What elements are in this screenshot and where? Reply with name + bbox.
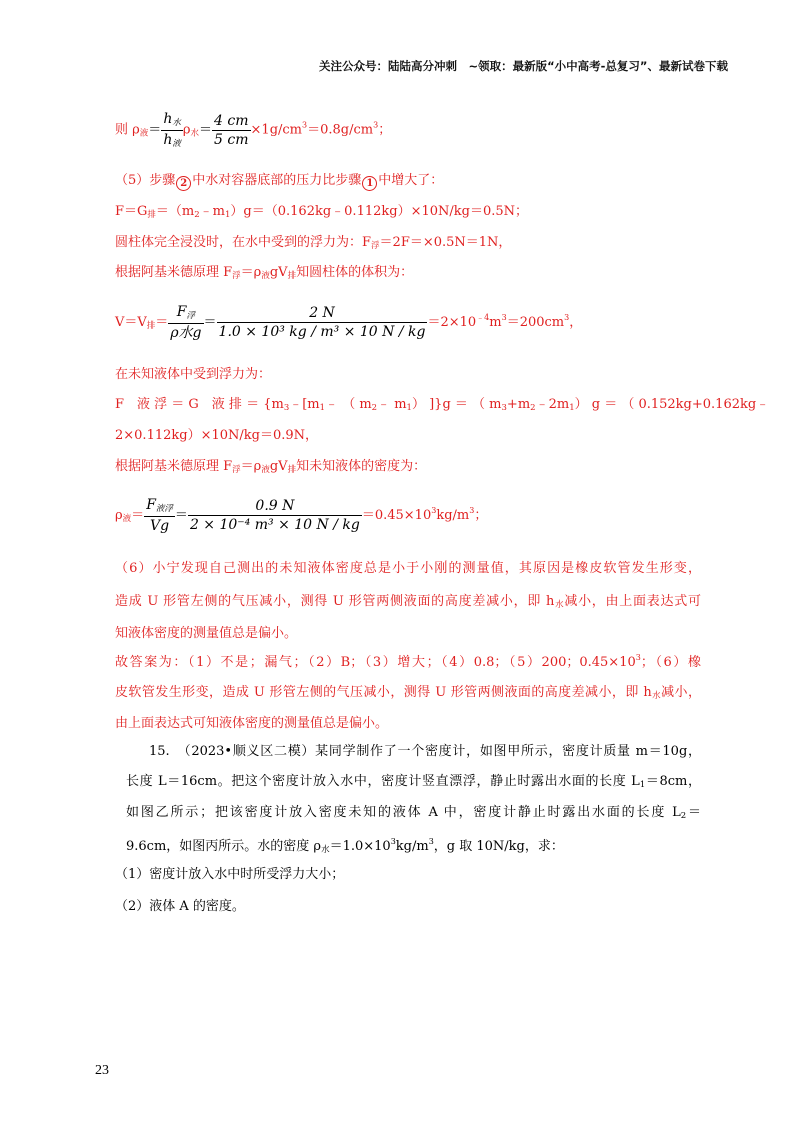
text-fragment: ＝2×10: [427, 314, 477, 330]
fraction-cm: [212, 114, 250, 147]
text-fragment: 1: [406, 403, 412, 413]
text-fragment: 水: [172, 118, 181, 128]
text-fragment: 1: [639, 780, 646, 790]
text-fragment: [144, 498, 175, 517]
text-fragment: ＝200cm: [506, 314, 565, 330]
text-fragment: ρ: [115, 507, 123, 523]
text-fragment: V＝V: [115, 314, 147, 330]
text-fragment: F＝G: [115, 204, 148, 219]
volume-equation: [115, 305, 582, 340]
text-fragment: 液: [261, 465, 270, 475]
fraction-volume-values: [217, 306, 428, 339]
text-fragment: gV: [269, 265, 288, 280]
text-fragment: ＝0.8g/cm: [307, 122, 374, 138]
text-fragment: ﹣4: [476, 312, 490, 322]
text-fragment: 2: [530, 403, 536, 413]
step6-line-1: （6）小宁发现自己测出的未知液体密度总是小于小刚的测量值，其原因是橡皮软管发生形变，: [115, 561, 701, 576]
eq-subscript: 液: [139, 128, 149, 139]
text-fragment: ；: [474, 507, 488, 523]
text-fragment: ﹣[m: [289, 397, 320, 412]
text-fragment: 知圆柱体的体积为：: [296, 265, 414, 280]
archimedes-volume-line: [115, 266, 413, 281]
text-fragment: ＝: [131, 507, 145, 523]
circled-number-2: 2: [176, 176, 191, 191]
page-number: 23: [95, 1063, 109, 1078]
fraction-buoyancy: [168, 305, 203, 340]
text-fragment: 3: [283, 403, 290, 413]
text-fragment: ＝2F＝×0.5N＝1N，: [379, 235, 512, 250]
text-fragment: ＝: [155, 314, 169, 330]
fraction-density-values: [188, 499, 362, 532]
question-15-sub-2: （2）液体 A 的密度。: [115, 899, 245, 914]
text-fragment: 3: [431, 505, 437, 515]
text-fragment: ×1g/cm: [250, 122, 303, 138]
text-fragment: （5）步骤: [115, 173, 176, 188]
text-fragment: 知未知液体的密度为：: [296, 459, 427, 474]
text-fragment: 2 × 10⁻⁴ m³ × 10 N / kg: [189, 516, 360, 533]
text-fragment: [168, 305, 203, 324]
page-header: 关注公众号：陆陆高分冲刺 ~领取：最新版“小中高考-总复习”、最新试卷下载: [318, 59, 728, 73]
text-fragment: 0.9 N: [188, 499, 362, 516]
buoyancy-water-line: [115, 236, 511, 251]
text-fragment: 3: [390, 837, 396, 846]
text-fragment: 根据阿基米德原理 F: [115, 265, 233, 280]
text-fragment: 浮: [232, 271, 241, 281]
text-fragment: h: [163, 131, 173, 148]
eq-text: ρ: [182, 122, 191, 138]
text-fragment: ﹣ （ m: [325, 397, 372, 412]
text-fragment: 3: [373, 120, 379, 130]
text-fragment: kg/m: [395, 839, 429, 854]
density-ratio-equation: [115, 112, 391, 148]
text-fragment: 排: [287, 465, 297, 475]
text-fragment: 浮: [371, 241, 380, 251]
text-fragment: 4 cm: [214, 112, 249, 129]
text-fragment: F: [176, 304, 187, 320]
text-fragment: 9.6cm，如图丙所示。水的密度 ρ: [126, 839, 322, 854]
text-fragment: 排: [147, 210, 156, 220]
text-fragment: ＝: [686, 805, 701, 820]
text-fragment: ＝: [148, 122, 162, 138]
question-15-line-2: [126, 775, 701, 790]
text-fragment: 水: [321, 845, 330, 855]
text-fragment: [161, 131, 183, 149]
text-fragment: [161, 112, 183, 131]
text-fragment: 皮软管发生形变，造成 U 形管左侧的气压减小，测得 U 形管两侧液面的高度差减小，即 h: [115, 685, 652, 700]
text-fragment: 故答案为：（1）不是；漏气；（2）B；（3）增大；（4）0.8；（5）200；0.45×10: [115, 655, 636, 670]
text-fragment: ；（6）橡: [640, 655, 701, 670]
text-fragment: 减小，: [661, 685, 701, 700]
text-fragment: F: [146, 497, 156, 513]
text-fragment: ＝8cm，: [645, 774, 701, 789]
pressure-force-line: [115, 205, 528, 220]
text-fragment: ＝ρ: [240, 459, 262, 474]
text-fragment: 浮: [186, 311, 196, 321]
unknown-liquid-line: 在未知液体中受到浮力为：: [115, 367, 272, 382]
text-fragment: 如图乙所示；把该密度计放入密度未知的液体 A 中，密度计静止时露出水面的长度 L: [126, 805, 681, 820]
text-fragment: +m: [506, 397, 531, 412]
text-fragment: gV: [269, 459, 288, 474]
text-fragment: ） g ＝ （ 0.152kg+0.162kg﹣: [574, 397, 770, 412]
question-15-sub-1: （1）密度计放入水中时所受浮力大小；: [115, 867, 345, 882]
fraction-h: [161, 112, 183, 148]
text-fragment: ﹣2m: [535, 397, 570, 412]
text-fragment: 1: [319, 403, 326, 413]
text-fragment: m: [489, 314, 502, 330]
step5-heading: [115, 174, 443, 191]
text-fragment: 3: [302, 120, 308, 130]
archimedes-density-line: [115, 460, 426, 475]
question-15-line-4: [126, 838, 564, 855]
text-fragment: ，g 取 10N/kg，求：: [433, 839, 564, 854]
liquid-density-equation: [115, 498, 487, 533]
text-fragment: ）g＝（0.162kg﹣0.112kg）×10N/kg＝0.5N；: [230, 204, 529, 219]
text-fragment: 液浮: [155, 504, 173, 514]
text-fragment: 1: [225, 210, 231, 220]
text-fragment: 3: [428, 837, 434, 846]
text-fragment: ＝: [174, 507, 188, 523]
text-fragment: ＝0.45×10: [361, 507, 432, 523]
text-fragment: 长度 L＝16cm。把这个密度计放入水中，密度计竖直漂浮，静止时露出水面的长度 L: [126, 774, 640, 789]
text-fragment: ，: [569, 314, 583, 330]
text-fragment: 液: [261, 271, 270, 281]
question-15-line-3: [126, 806, 701, 821]
text-fragment: ＝1.0×10: [329, 839, 391, 854]
text-fragment: 根据阿基米德原理 F: [115, 459, 233, 474]
text-fragment: Vg: [150, 517, 170, 534]
text-fragment: 3: [564, 312, 570, 322]
text-fragment: kg/m: [436, 507, 470, 523]
text-fragment: 造成 U 形管左侧的气压减小，测得 U 形管两侧液面的高度差减小，即 h: [115, 594, 555, 609]
question-15-line-1: 15. （2023•顺义区二模）某同学制作了一个密度计，如图甲所示，密度计质量 m＝10g，: [149, 744, 701, 759]
text-fragment: 2: [371, 403, 378, 413]
text-fragment: 圆柱体完全浸没时，在水中受到的浮力为：F: [115, 235, 372, 250]
text-fragment: 水: [190, 128, 200, 139]
text-fragment: ） ]}g ＝ （ m: [411, 397, 502, 412]
text-fragment: 3: [635, 653, 641, 662]
text-fragment: 排: [146, 320, 156, 331]
text-fragment: 5 cm: [214, 131, 249, 148]
text-fragment: ；: [378, 122, 392, 138]
text-fragment: 2 N: [217, 306, 428, 323]
answer-line-3: 由上面表达式可知液体密度的测量值总是偏小。: [115, 716, 389, 731]
text-fragment: 1: [569, 403, 575, 413]
text-fragment: ＝（m: [155, 204, 195, 219]
liquid-buoyancy-line-2: 2×0.112kg）×10N/kg＝0.9N，: [115, 428, 319, 443]
answer-line-1: [115, 654, 701, 669]
text-fragment: ＝: [199, 122, 213, 138]
text-fragment: ﹣m: [199, 204, 225, 219]
text-fragment: ＝: [203, 314, 217, 330]
text-fragment: 中水对容器底部的压力比步骤: [192, 173, 362, 188]
text-fragment: F 液 浮 ＝ G 液 排 ＝ {m: [115, 397, 284, 412]
text-fragment: 2: [194, 210, 200, 220]
step6-line-3: 知液体密度的测量值总是偏小。: [115, 626, 298, 641]
text-fragment: 减小，由上面表达式可: [564, 594, 701, 609]
text-fragment: ＝ρ: [240, 265, 262, 280]
text-fragment: 水: [554, 600, 565, 610]
step6-line-2: [115, 595, 701, 610]
text-fragment: 液: [172, 138, 181, 149]
text-fragment: ﹣ m: [377, 397, 407, 412]
text-fragment: 3: [469, 505, 475, 515]
text-fragment: 浮: [232, 465, 241, 475]
liquid-buoyancy-line: [115, 397, 770, 413]
text-fragment: 1.0 × 10³ kg / m³ × 10 N / kg: [218, 323, 426, 340]
text-fragment: 3: [501, 312, 507, 322]
text-fragment: 排: [287, 271, 297, 281]
text-fragment: 水: [651, 691, 662, 701]
text-fragment: 3: [501, 403, 507, 413]
text-fragment: 液: [122, 513, 132, 524]
fraction-density: [144, 498, 175, 533]
text-fragment: ρ水g: [170, 324, 202, 341]
text-fragment: h: [163, 111, 173, 127]
text-fragment: 中增大了：: [378, 173, 444, 188]
answer-line-2: [115, 686, 701, 701]
text-fragment: 2: [680, 811, 687, 821]
eq-text: 则 ρ: [115, 122, 140, 138]
circled-number-1: 1: [362, 176, 377, 191]
